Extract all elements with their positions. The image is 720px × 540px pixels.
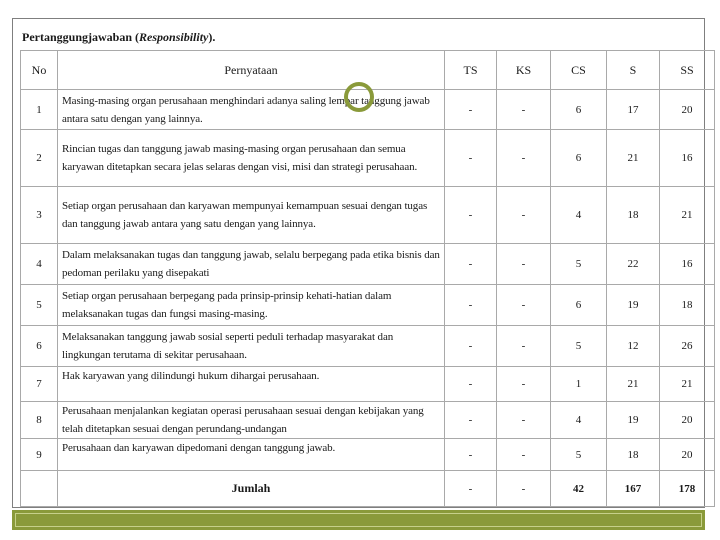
- row-statement: [58, 326, 445, 367]
- header-statement: Pernyataan: [58, 51, 445, 90]
- header-cs: CS: [551, 51, 607, 90]
- cell-s: 18: [607, 187, 660, 244]
- total-cs: 42: [551, 471, 607, 507]
- circle-decoration-icon: [344, 82, 374, 112]
- table-row: [21, 439, 715, 471]
- total-label: Jumlah: [58, 471, 445, 507]
- cell-ss: 21: [660, 187, 715, 244]
- statement-text: Setiap organ perusahaan berpegang pada prinsip-prinsip kehati-hatian dalam melaksanakan tugas dan fungsi masing-masing.: [62, 290, 392, 320]
- total-no-cell: [21, 471, 58, 507]
- cell-ss: 21: [660, 367, 715, 402]
- header-no: No: [21, 51, 58, 90]
- header-ks: KS: [497, 51, 551, 90]
- cell-s: 19: [607, 402, 660, 439]
- statement-text: Perusahaan dan karyawan dipedomani dengan tanggung jawab.: [62, 442, 336, 454]
- cell-s: 22: [607, 244, 660, 285]
- table-row: [21, 130, 715, 187]
- cell-ts: -: [445, 90, 497, 130]
- cell-ks: -: [497, 187, 551, 244]
- row-statement: [58, 187, 445, 244]
- total-s: 167: [607, 471, 660, 507]
- header-ss: SS: [660, 51, 715, 90]
- header-s: S: [607, 51, 660, 90]
- statement-text: Rincian tugas dan tanggung jawab masing-masing organ perusahaan dan semua karyawan ditetapkan secara jelas selaras dengan visi, misi dan strategi perusahaan.: [62, 143, 418, 173]
- cell-ss: 20: [660, 402, 715, 439]
- row-statement: [58, 130, 445, 187]
- table-row: [21, 367, 715, 402]
- row-statement: [58, 402, 445, 439]
- table-row: [21, 244, 715, 285]
- cell-cs: 4: [551, 402, 607, 439]
- cell-ss: 16: [660, 130, 715, 187]
- cell-ts: -: [445, 326, 497, 367]
- row-number: 8: [21, 402, 58, 439]
- cell-ss: 20: [660, 90, 715, 130]
- cell-ts: -: [445, 285, 497, 326]
- cell-ts: -: [445, 367, 497, 402]
- cell-cs: 1: [551, 367, 607, 402]
- cell-cs: 5: [551, 326, 607, 367]
- row-number: 1: [21, 90, 58, 130]
- cell-ts: -: [445, 439, 497, 471]
- row-statement: [58, 244, 445, 285]
- cell-ss: 18: [660, 285, 715, 326]
- cell-ss: 16: [660, 244, 715, 285]
- header-ts: TS: [445, 51, 497, 90]
- cell-ks: -: [497, 326, 551, 367]
- cell-ks: -: [497, 285, 551, 326]
- statement-text: Melaksanakan tanggung jawab sosial seperti peduli terhadap masyarakat dan lingkungan terutama di sekitar perusahaan.: [62, 331, 394, 361]
- cell-s: 21: [607, 130, 660, 187]
- cell-cs: 4: [551, 187, 607, 244]
- row-number: 3: [21, 187, 58, 244]
- caption-suffix: ).: [208, 30, 216, 44]
- cell-ks: -: [497, 402, 551, 439]
- row-number: 6: [21, 326, 58, 367]
- cell-cs: 6: [551, 130, 607, 187]
- cell-cs: 5: [551, 244, 607, 285]
- table-row: [21, 326, 715, 367]
- cell-s: 19: [607, 285, 660, 326]
- row-statement: [58, 367, 445, 402]
- table-caption: [22, 30, 215, 45]
- total-ss: 178: [660, 471, 715, 507]
- row-number: 7: [21, 367, 58, 402]
- table-row: [21, 402, 715, 439]
- statement-text: Setiap organ perusahaan dan karyawan mempunyai kemampuan sesuai dengan tugas dan tanggung jawab antara yang satu dengan yang lainnya.: [62, 200, 428, 230]
- table-header-row: [21, 51, 715, 90]
- cell-ss: 20: [660, 439, 715, 471]
- table-row: [21, 285, 715, 326]
- row-number: 2: [21, 130, 58, 187]
- cell-ks: -: [497, 130, 551, 187]
- cell-s: 17: [607, 90, 660, 130]
- statement-text: Masing-masing organ perusahaan menghindari adanya saling lempar tanggung jawab antara satu dengan yang lainnya.: [62, 94, 430, 125]
- statement-text: Perusahaan menjalankan kegiatan operasi perusahaan sesuai dengan kebijakan yang telah ditetapkan sesuai dengan perundang-undangan: [62, 405, 424, 435]
- row-number: 9: [21, 439, 58, 471]
- row-statement: [58, 285, 445, 326]
- cell-cs: 5: [551, 439, 607, 471]
- row-number: 5: [21, 285, 58, 326]
- table-row: [21, 187, 715, 244]
- cell-ts: -: [445, 402, 497, 439]
- row-number: 4: [21, 244, 58, 285]
- total-ts: -: [445, 471, 497, 507]
- cell-s: 18: [607, 439, 660, 471]
- cell-s: 12: [607, 326, 660, 367]
- responsibility-table: [20, 50, 715, 507]
- total-ks: -: [497, 471, 551, 507]
- cell-cs: 6: [551, 90, 607, 130]
- caption-prefix: Pertanggungjawaban (: [22, 30, 140, 44]
- statement-text: Hak karyawan yang dilindungi hukum dihargai perusahaan.: [62, 370, 320, 382]
- total-row: [21, 471, 715, 507]
- caption-italic: Responsibility: [139, 30, 209, 44]
- cell-ts: -: [445, 244, 497, 285]
- cell-ks: -: [497, 439, 551, 471]
- footer-bar: [12, 510, 705, 530]
- cell-cs: 6: [551, 285, 607, 326]
- cell-s: 21: [607, 367, 660, 402]
- statement-text: Dalam melaksanakan tugas dan tanggung jawab, selalu berpegang pada etika bisnis dan pedoman perilaku yang disepakati: [62, 249, 440, 279]
- cell-ks: -: [497, 90, 551, 130]
- cell-ts: -: [445, 130, 497, 187]
- row-statement: [58, 439, 445, 471]
- cell-ts: -: [445, 187, 497, 244]
- row-statement: [58, 90, 445, 130]
- cell-ks: -: [497, 244, 551, 285]
- cell-ks: -: [497, 367, 551, 402]
- cell-ss: 26: [660, 326, 715, 367]
